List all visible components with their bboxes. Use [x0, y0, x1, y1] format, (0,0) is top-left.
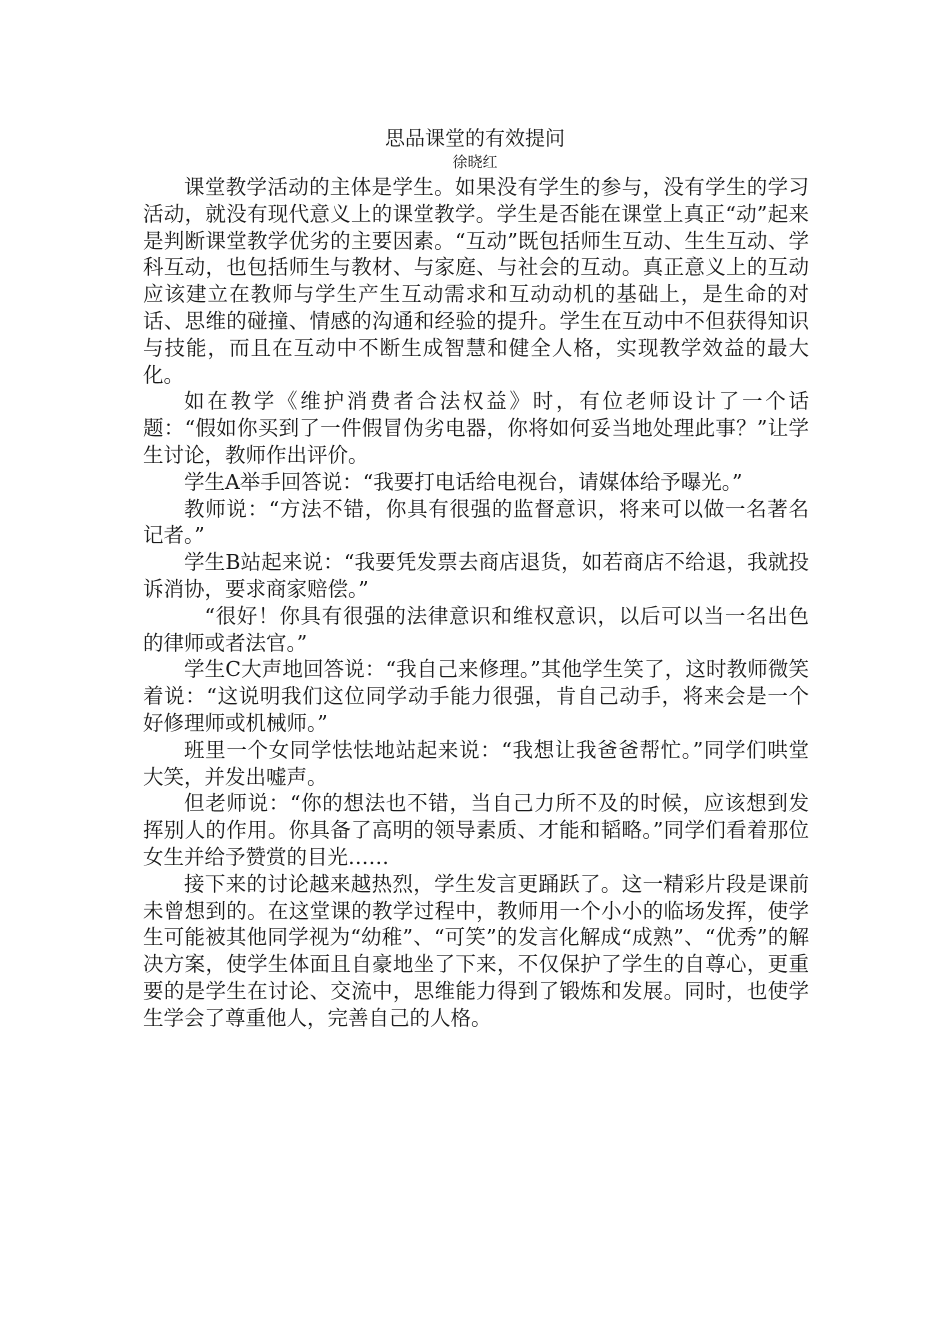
paragraph: 如在教学《维护消费者合法权益》时，有位老师设计了一个话题：“假如你买到了一件假冒伪劣电器，你将如何妥当地处理此事？”让学生讨论，教师作出评价。 — [143, 389, 809, 467]
paragraph: 班里一个女同学怯怯地站起来说：“我想让我爸爸帮忙。”同学们哄堂大笑，并发出嘘声。 — [143, 737, 809, 789]
document-body — [143, 174, 809, 1032]
document-author: 徐晓红 — [452, 153, 498, 171]
paragraph: 接下来的讨论越来越热烈，学生发言更踊跃了。这一精彩片段是课前未曾想到的。在这堂课的教学过程中，教师用一个小小的临场发挥，使学生可能被其他同学视为“幼稚”、“可笑”的发言化解成“成熟”、“优秀”的解决方案，使学生体面且自豪地坐了下来，不仅保护了学生的自尊心，更重要的是学生在讨论、交流中，思维能力得到了锻炼和发展。同时，也使学生学会了尊重他人，完善自己的人格。 — [143, 871, 809, 1030]
paragraph: 学生B站起来说：“我要凭发票去商店退货，如若商店不给退，我就投诉消协，要求商家赔偿。” — [143, 550, 809, 601]
document-title: 思品课堂的有效提问 — [385, 126, 565, 150]
paragraph: 课堂教学活动的主体是学生。如果没有学生的参与，没有学生的学习活动，就没有现代意义上的课堂教学。学生是否能在课堂上真正“动”起来是判断课堂教学优劣的主要因素。“互动”既包括师生互动、生生互动、学科互动，也包括师生与教材、与家庭、与社会的互动。真正意义上的互动应该建立在教师与学生产生互动需求和互动动机的基础上，是生命的对话、思维的碰撞、情感的沟通和经验的提升。学生在互动中不但获得知识与技能，而且在互动中不断生成智慧和健全人格，实现教学效益的最大化。 — [143, 175, 809, 387]
paragraph: “很好！你具有很强的法律意识和维权意识，以后可以当一名出色的律师或者法官。” — [143, 603, 809, 655]
paragraph: 学生A举手回答说：“我要打电话给电视台，请媒体给予曝光。” — [184, 469, 743, 494]
paragraph: 学生C大声地回答说：“我自己来修理。”其他学生笑了，这时教师微笑着说：“这说明我们这位同学动手能力很强，肯自己动手，将来会是一个好修理师或机械师。” — [143, 657, 809, 735]
paragraph: 教师说：“方法不错，你具有很强的监督意识，将来可以做一名著名记者。” — [143, 496, 809, 548]
paragraph: 但老师说：“你的想法也不错，当自己力所不及的时候，应该想到发挥别人的作用。你具备了高明的领导素质、才能和韬略。”同学们看着那位女生并给予赞赏的目光…… — [143, 791, 809, 869]
